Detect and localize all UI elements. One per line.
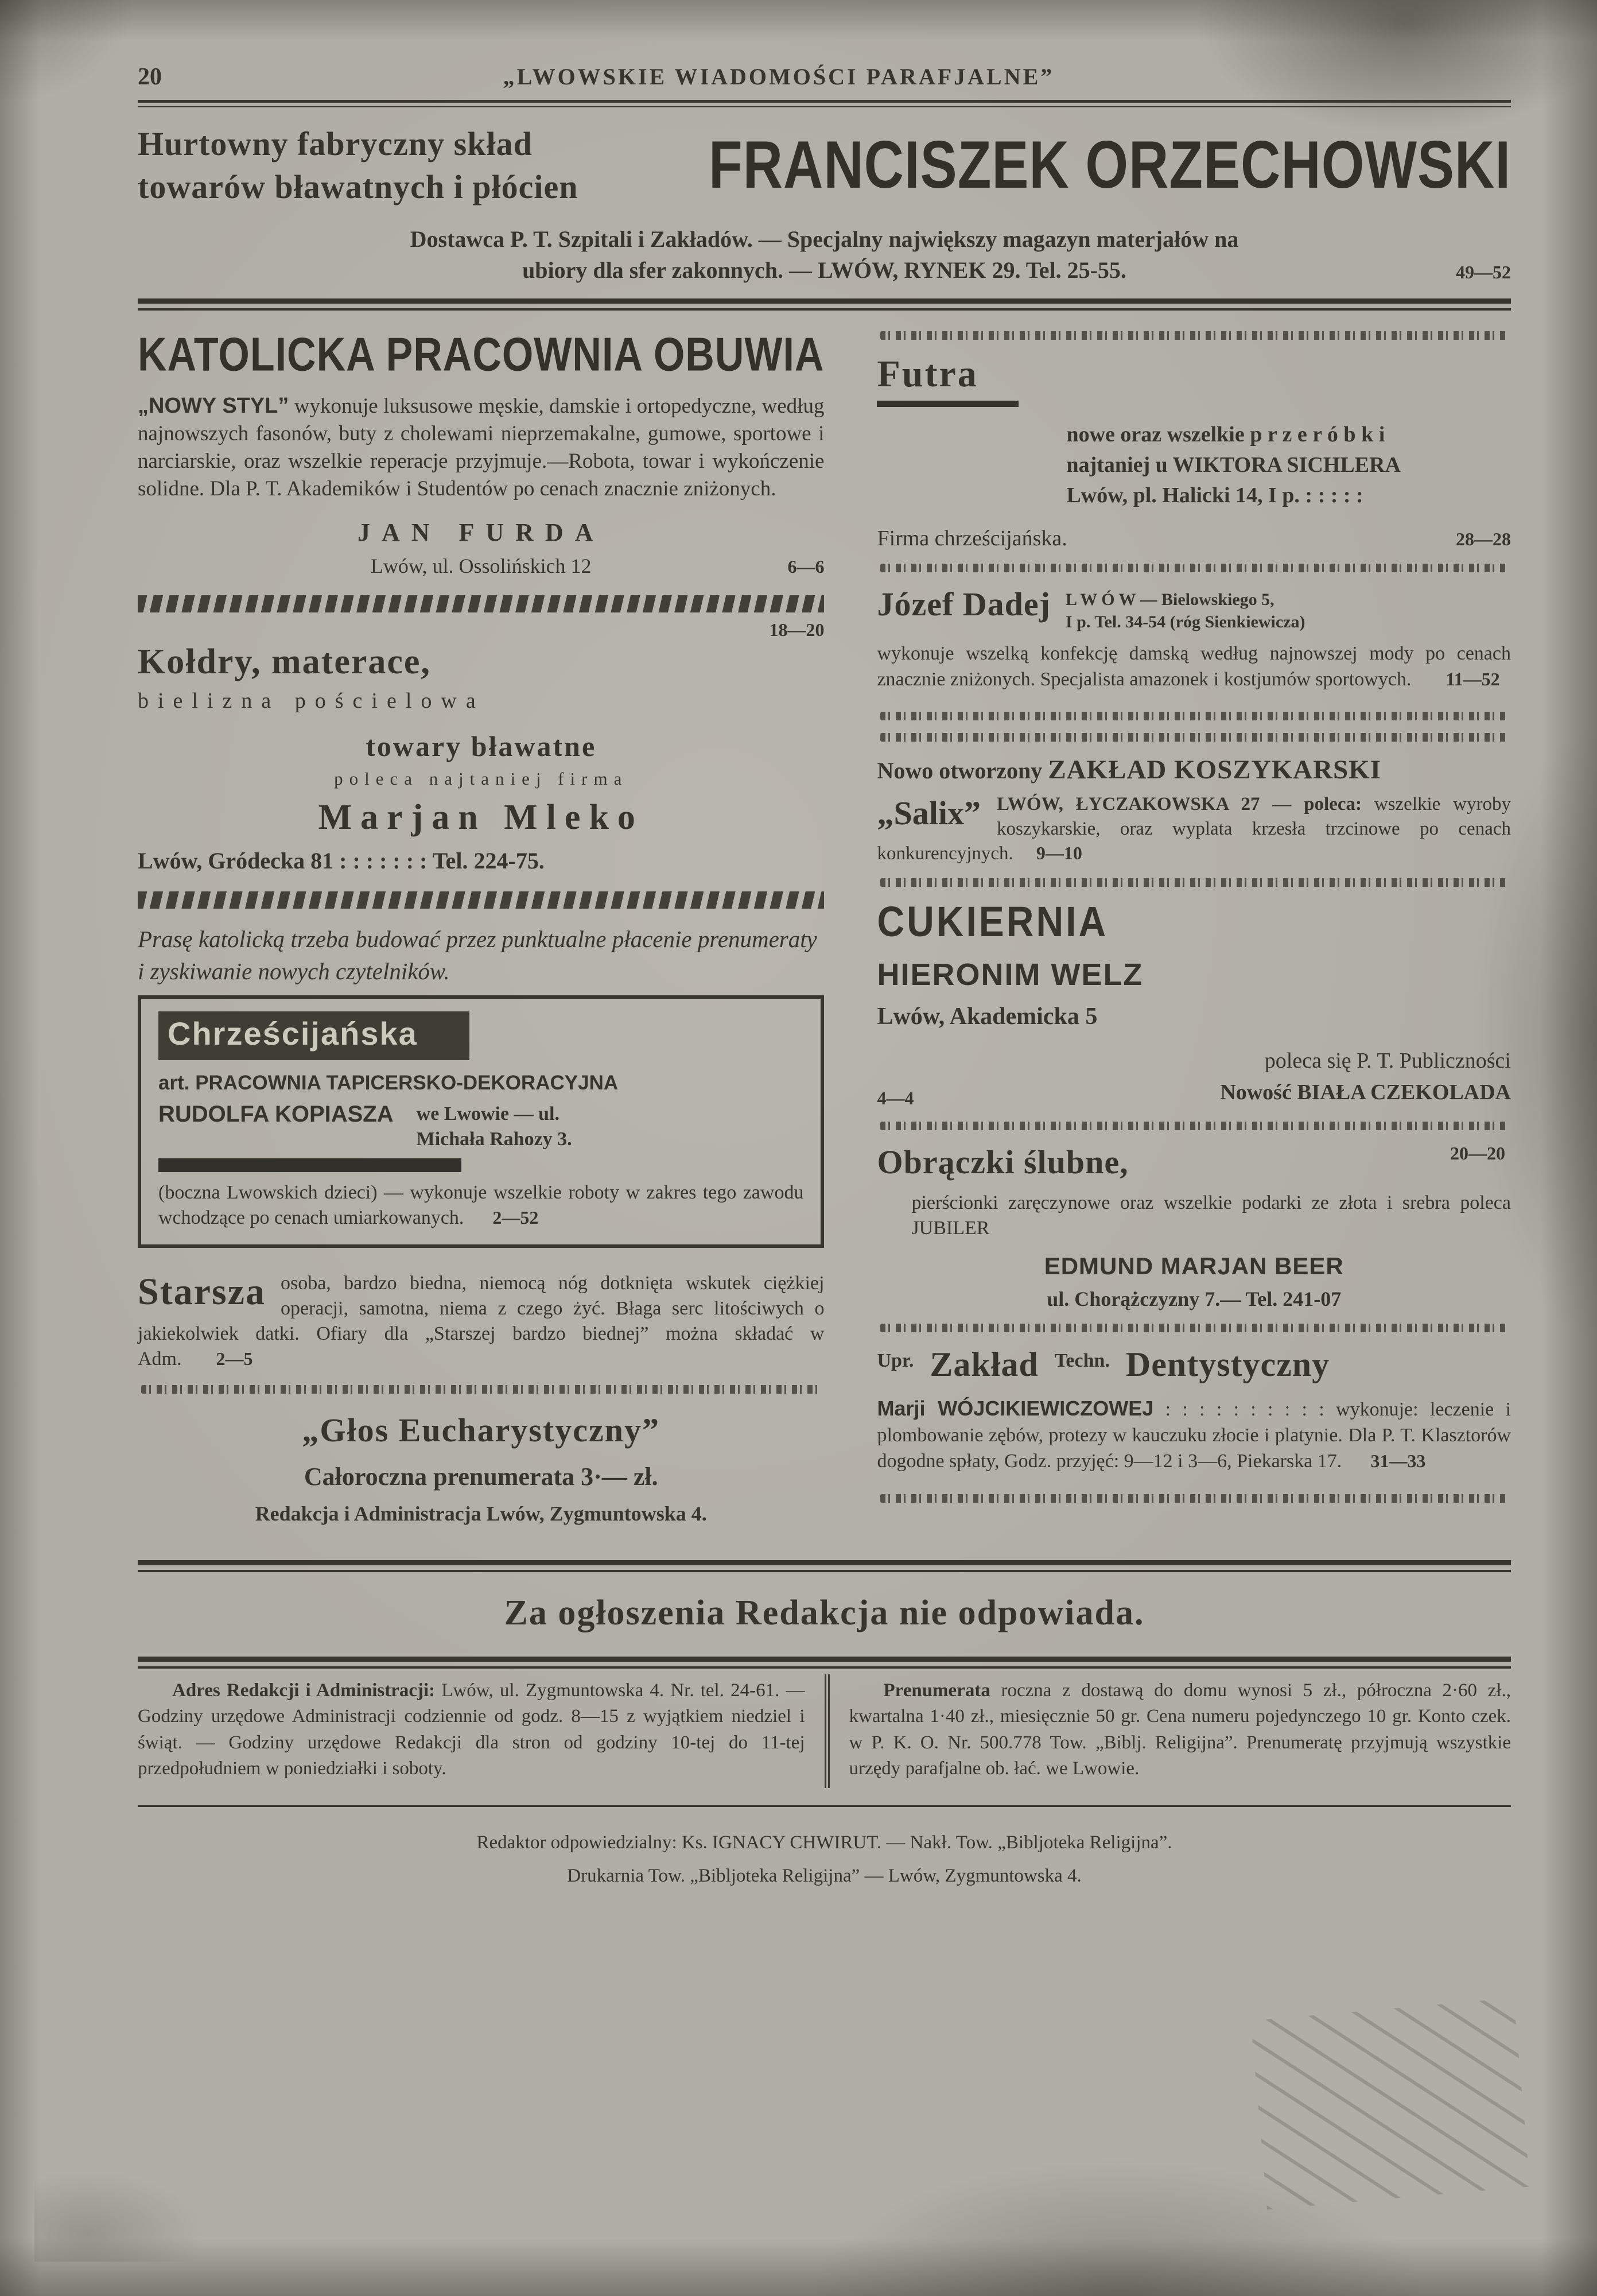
ad-kopiasz [138,995,824,1248]
scan-stain-bottom-left [34,2170,207,2262]
ad-dadej-text: wykonuje wszelką konfekcję damską według najnowszej mody po cenach znacznie zniżonych. Specjalista amazonek i kostjumów sportowych. [877,643,1511,690]
ad-welz-note [877,1045,1511,1108]
ad-futra-footer-row [877,526,1511,551]
ad-dental-pre: Upr. [877,1349,914,1371]
ad-kopiasz-line2: art. PRACOWNIA TAPICERSKO-DEKORACYJNA [158,1072,619,1095]
ink-bar [158,1158,461,1172]
notice-block [138,1560,1511,1669]
masthead-title: „LWOWSKIE WIADOMOŚCI PARAFJALNE” [503,64,1055,90]
ad-welz-title: CUKIERNIA [877,897,1109,945]
ad-futra-line3: Lwów, pl. Halicki 14, I p. : : : : : [1066,483,1363,508]
imprint-left-body: Lwów, ul. Zygmuntowska 4. Nr. tel. 24-61. — Godziny urzędowe Administracji codziennie od godz. 8—15 z wyjątkiem niedziel i świąt. — Godziny urzędowe Redakcji dla stron od godziny 10-tej do 11-tej przedpołudniem w poniedziałki i soboty. [138,1680,805,1779]
ad-kopiasz-body [158,1180,803,1231]
ad-orzechowski-detail-line1: Dostawca P. T. Szpitali i Zakładów. — Specjalny największy magazyn materjałów na [410,226,1239,252]
footer-line2: Drukarnia Tow. „Bibljoteka Religijna” — Lwów, Zygmuntowska 4. [567,1865,1082,1886]
ad-dental-body [877,1395,1511,1475]
ad-dadej-address-line1: L W Ó W — Bielowskiego 5, [1065,590,1275,610]
ad-mleko-headline: Kołdry, materace, [138,642,431,682]
ad-beer-body: pierścionki zaręczynowe oraz wszelkie podarki ze złota i srebra poleca JUBILER [911,1192,1511,1239]
ad-glos [138,1411,824,1526]
imprint-right-body: roczna z dostawą do domu wynosi 5 zł., półroczna 2·60 zł., kwartalna 1·40 zł., miesięcznie 50 gr. Cena numeru pojedynczego 10 gr. Konto czek. w P. K. O. Nr. 500.778 Tow. „Biblj. Religijna”. Prenumeratę przyjmują wszystkie urzędy parafjalne ob. łać. we Lwowie. [849,1680,1511,1779]
ad-welz-line5: Nowość BIAŁA CZEKOLADA [1220,1080,1511,1105]
ad-dadej-body [877,641,1511,692]
ad-orzechowski-detail-line2-row [138,255,1511,286]
ad-mleko [138,619,824,874]
ad-dental-mid: Techn. [1054,1349,1110,1371]
ad-welz-owner: HIERONIM WELZ [877,957,1144,992]
imprint-right-text [849,1678,1511,1782]
ad-dadej-ref: 11—52 [1446,668,1500,689]
ad-beer-head [877,1143,1511,1181]
ad-beer-address: ul. Chorążczyzny 7.— Tel. 241-07 [1047,1287,1342,1310]
notice-banner: Za ogłoszenia Redakcja nie odpowiada. [504,1593,1145,1632]
ad-kopiasz-address-line1: we Lwowie — ul. [416,1103,559,1125]
imprint-right [825,1674,1511,1788]
ad-obuwie-address: Lwów, ul. Ossolińskich 12 [370,554,592,578]
ad-obuwie-ref: 6—6 [787,556,825,577]
footer-line1: Redaktor odpowiedzialny: Ks. IGNACY CHWIRUT. — Nakł. Tow. „Bibljoteka Religijna”. [476,1832,1172,1853]
ad-salix-lead: LWÓW, ŁYCZAKOWSKA 27 — poleca: [996,793,1362,815]
ad-orzechowski-brand: FRANCISZEK ORZECHOWSKI [709,127,1511,203]
ad-obuwie-title: KATOLICKA PRACOWNIA OBUWIA [138,327,825,381]
ad-beer-ref: 20—20 [1450,1142,1505,1163]
page-footer [138,1826,1511,1916]
ad-futra-body [1066,420,1511,511]
ad-dental-dots: : : : : : : : : : : [1153,1398,1336,1420]
ad-mleko-ref: 18—20 [769,619,825,641]
ad-kopiasz-title: Chrześcijańska [168,1015,418,1052]
ad-salix [877,754,1511,866]
notice-rule-bottom [138,1657,1511,1669]
ad-salix-ref: 9—10 [1036,842,1082,863]
ad-orzechowski-detail [138,224,1511,286]
ad-salix-body [877,792,1511,866]
ornament-divider [880,712,1507,720]
ad-obuwie-text: wykonuje luksusowe męskie, damskie i ortopedyczne, według najnowszych fasonów, buty z cholewami nieprzemakalne, gumowe, sportowe i narciarskie, oraz wszelkie reperacje przyjmuje.—Robota, towar i wykończenie solidne. Dla P. T. Akademików i Studentów po cenach znacznie zniżonych. [138,394,825,501]
ornament-divider [141,1385,821,1394]
ornament-divider [880,733,1507,742]
ad-futra-footer: Firma chrześcijańska. [877,526,1067,551]
ad-orzechowski-lead-line1: Hurtowny fabryczny skład [138,125,533,162]
ad-starsza [138,1271,824,1372]
footer-rule [138,1805,1511,1807]
ad-futra-ref: 28—28 [1456,529,1511,550]
ad-mleko-line3: towary bławatne [366,730,597,763]
ad-orzechowski-detail-line2: ubiory dla sfer zakonnych. — LWÓW, RYNEK 29. Tel. 25-55. [522,257,1126,283]
ad-orzechowski-ref: 49—52 [1456,261,1511,282]
ad-kopiasz-owner: RUDOLFA KOPIASZA [158,1102,394,1127]
scan-stain-bottom-right [1250,1998,1530,2210]
ad-welz-ref: 4—4 [877,1087,914,1108]
ad-beer-headline: Obrączki ślubne, [877,1143,1129,1181]
ad-futra-line2: najtaniej u WIKTORA SICHLERA [1066,452,1401,477]
imprint-right-lead: Prenumerata [883,1680,990,1701]
ornament-divider [880,331,1507,340]
ad-dental-lead: Marji WÓJCIKIEWICZOWEJ [877,1396,1154,1420]
ad-glos-title: „Głos Eucharystyczny” [302,1411,660,1449]
ad-glos-line2: Całoroczna prenumerata 3·— zł. [304,1462,658,1491]
ad-welz-address: Lwów, Akademicka 5 [877,1003,1098,1030]
ad-orzechowski [138,122,1511,286]
ad-mleko-address: Lwów, Gródecka 81 : : : : : : : Tel. 224-75. [138,848,545,874]
ad-welz [877,899,1511,1108]
imprint-left-lead: Adres Redakcji i Administracji: [172,1680,436,1701]
ad-obuwie-owner: JAN FURDA [357,518,605,547]
ad-dadej [877,585,1511,692]
ad-starsza-text: osoba, bardzo biedna, niemocą nóg dotknięta wskutek ciężkiej operacji, samotna, niema z czego żyć. Błaga serc litościwych o jakiekolwiek datki. Ofiary dla „Starszej bardzo biednej” można składać w Adm. [138,1272,825,1370]
ad-dental [877,1345,1511,1475]
ad-obuwie-address-row [138,554,824,578]
ad-starsza-body [138,1271,824,1372]
ad-kopiasz-ref: 2—52 [492,1207,539,1228]
zigzag-divider [138,595,824,612]
ad-orzechowski-lead [138,122,686,209]
ad-dadej-address [1066,585,1305,633]
ad-welz-line4: poleca się P. T. Publiczności [1264,1049,1511,1073]
ornament-divider [880,878,1507,887]
header-rule [138,100,1511,107]
left-column [138,327,825,1526]
ad-mleko-owner: Marjan Mleko [318,798,644,837]
ad-dadej-head [877,585,1511,633]
ad-mleko-line4: poleca najtaniej firma [334,769,628,789]
ad-salix-title-prefix: Nowo otworzony [877,757,1043,784]
ad-orzechowski-top [138,122,1511,209]
press-appeal: Prasę katolicką trzeba budować przez punktualne płacenie prenumeraty i zyskiwanie nowych czytelników. [138,926,817,984]
ornament-divider [880,1324,1507,1332]
ad-beer-owner: EDMUND MARJAN BEER [1044,1252,1344,1279]
ad-obuwie-body [138,392,824,503]
ad-mleko-subline: bielizna pościelowa [138,689,485,713]
imprint-left-text [138,1678,805,1782]
ad-dental-head [877,1345,1511,1384]
ad-futra [877,352,1511,552]
ad-starsza-lead: Starsza [138,1270,266,1313]
ornament-divider [880,1494,1507,1503]
ad-salix-title-main: ZAKŁAD KOSZYKARSKI [1048,754,1381,785]
ornament-divider [880,564,1507,572]
ad-salix-brand: „Salix” [877,794,981,832]
page-header [138,63,1511,91]
imprint [138,1674,1511,1788]
ad-welz-right [1220,1045,1511,1108]
ad-orzechowski-lead-line2: towarów bławatnych i płócien [138,168,578,206]
ad-futra-line1: nowe oraz wszelkie p r z e r ó b k i [1066,422,1385,447]
ad-dental-word2: Dentystyczny [1125,1345,1330,1383]
ad-futra-title: Futra [877,352,1018,407]
section-rule [138,298,1511,311]
page-number: 20 [138,64,162,90]
ad-glos-line3: Redakcja i Administracja Lwów, Zygmuntowska 4. [255,1502,707,1525]
ad-kopiasz-text: (boczna Lwowskich dzieci) — wykonuje wszelkie roboty w zakres tego zawodu wchodzące po cenach umiarkowanych. [158,1181,804,1228]
notice-rule-top [138,1560,1511,1572]
ad-kopiasz-owner-row [158,1102,803,1152]
ad-salix-text: wszelkie wyroby koszykarskie, oraz wyplata krzesła trzcinowe po cenach konkurencyjnych. [877,793,1511,864]
zigzag-divider [138,891,824,909]
ad-beer [877,1143,1511,1311]
ad-kopiasz-title-bar [158,1011,469,1060]
ad-dental-ref: 31—33 [1370,1450,1426,1471]
ad-dental-word1: Zakład [930,1345,1039,1383]
ornament-divider [880,1122,1507,1130]
ad-dadej-owner: Józef Dadej [877,585,1051,623]
ad-dadej-address-line2: I p. Tel. 34-54 (róg Sienkiewicza) [1065,612,1305,632]
ad-columns [138,327,1511,1526]
ad-starsza-ref: 2—5 [216,1348,253,1370]
ad-salix-title [877,754,1511,785]
ad-dental-text: wykonuje: leczenie i plombowanie zębów, protezy w kauczuku złocie i platynie. Dla P. T. Klasztorów dogodne spłaty, Godz. przyjęć: 9—12 i 3—6, Piekarska 17. [877,1398,1511,1472]
ad-obuwie-lead: „NOWY STYL” [138,393,289,418]
ad-obuwie [138,327,825,579]
imprint-left [138,1674,825,1788]
right-column [877,331,1511,1526]
ad-kopiasz-address [417,1102,572,1152]
ad-kopiasz-address-line2: Michała Rahozy 3. [416,1128,572,1150]
ad-mleko-ref-row [138,619,824,641]
